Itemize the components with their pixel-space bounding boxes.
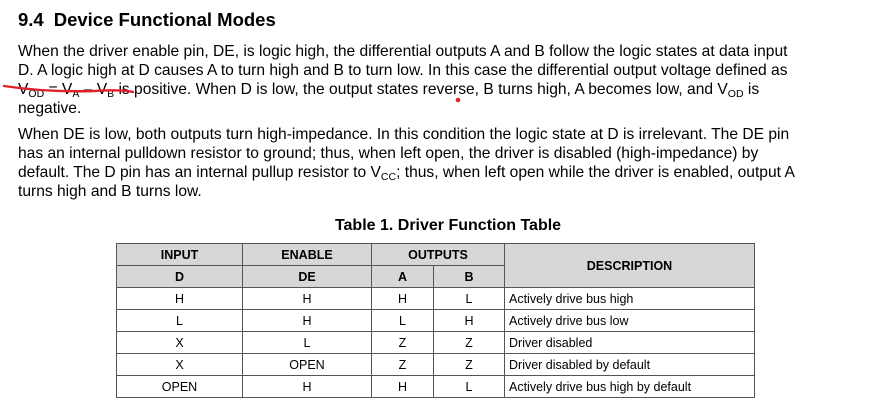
subheader-a: A [372, 266, 434, 288]
cell-d: X [117, 332, 243, 354]
paragraph-line: negative. [18, 100, 82, 117]
table-row [117, 354, 755, 376]
cell-a: Z [372, 354, 434, 376]
cell-de: H [243, 376, 372, 398]
table-row [117, 376, 755, 398]
subscript: OD [28, 88, 45, 100]
cell-a: H [372, 288, 434, 310]
text-run: = V [44, 81, 73, 98]
text-run: – V [79, 81, 108, 98]
paragraph-line [18, 163, 868, 182]
subheader-de: DE [243, 266, 372, 288]
text-run: default. The D pin has an internal pullup resistor to V [18, 164, 381, 181]
section-title: Device Functional Modes [53, 9, 276, 30]
cell-description: Actively drive bus high [505, 288, 755, 310]
paragraph-line: has an internal pulldown resistor to ground; thus, when left open, the driver is disabled (high-impedance) by [18, 145, 759, 162]
cell-de: H [243, 288, 372, 310]
cell-d: H [117, 288, 243, 310]
cell-de: H [243, 310, 372, 332]
paragraph-line: When DE is low, both outputs turn high-impedance. In this condition the logic state at D is irrelevant. The DE pin [18, 126, 790, 143]
driver-function-table [116, 243, 755, 398]
cell-a: H [372, 376, 434, 398]
subscript: CC [380, 171, 397, 183]
table-row [117, 310, 755, 332]
cell-d: OPEN [117, 376, 243, 398]
subheader-d: D [117, 266, 243, 288]
paragraph-driver-enabled [18, 42, 868, 118]
cell-description: Actively drive bus high by default [505, 376, 755, 398]
section-heading [18, 9, 276, 31]
paragraph-line [18, 80, 868, 99]
section-number: 9.4 [18, 9, 44, 30]
paragraph-line: When the driver enable pin, DE, is logic high, the differential outputs A and B follow the logic states at data input [18, 43, 788, 60]
table-title: Table 1. Driver Function Table [334, 217, 562, 234]
table-row [117, 288, 755, 310]
cell-b: Z [434, 332, 505, 354]
header-input: INPUT [117, 244, 243, 266]
text-run: is positive. When D is low, the output states reverse, B turns high, A becomes low, and V [114, 81, 728, 98]
cell-de: L [243, 332, 372, 354]
cell-a: L [372, 310, 434, 332]
paragraph-line: D. A logic high at D causes A to turn high and B to turn low. In this case the differential output voltage defined as [18, 62, 788, 79]
paragraph-line: turns high and B turns low. [18, 183, 202, 200]
header-description: DESCRIPTION [505, 244, 755, 288]
text-run: is [743, 81, 760, 98]
cell-b: L [434, 376, 505, 398]
subscript: B [107, 88, 115, 100]
cell-a: Z [372, 332, 434, 354]
vod-symbol: V [18, 81, 29, 98]
cell-description: Driver disabled by default [505, 354, 755, 376]
cell-description: Actively drive bus low [505, 310, 755, 332]
table-row [117, 332, 755, 354]
cell-description: Driver disabled [505, 332, 755, 354]
cell-b: Z [434, 354, 505, 376]
header-outputs: OUTPUTS [372, 244, 505, 266]
cell-d: X [117, 354, 243, 376]
header-enable: ENABLE [243, 244, 372, 266]
cell-de: OPEN [243, 354, 372, 376]
cell-b: H [434, 310, 505, 332]
subscript: OD [727, 88, 744, 100]
cell-d: L [117, 310, 243, 332]
subscript: A [72, 88, 80, 100]
cell-b: L [434, 288, 505, 310]
paragraph-driver-disabled [18, 125, 868, 201]
subheader-b: B [434, 266, 505, 288]
text-run: ; thus, when left open while the driver is enabled, output A [396, 164, 795, 181]
